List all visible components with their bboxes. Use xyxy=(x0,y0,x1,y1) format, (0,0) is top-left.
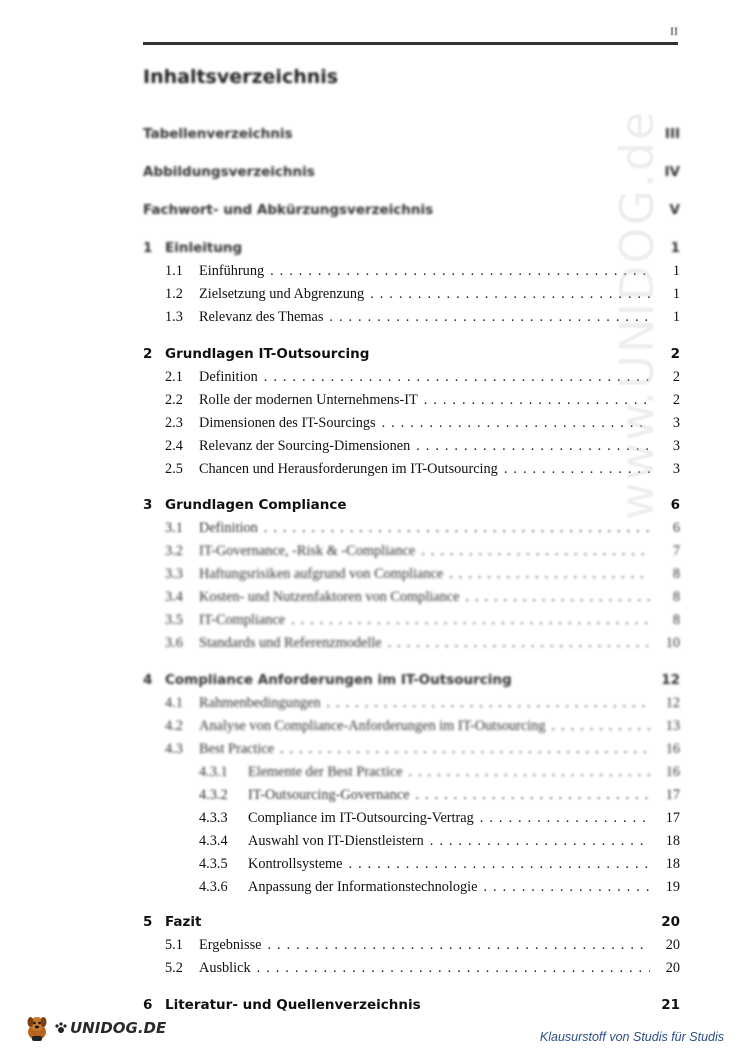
entry-number: 4.1 xyxy=(165,695,183,711)
entry-number: 1.3 xyxy=(165,309,183,325)
entry-number: 3.1 xyxy=(165,520,183,536)
entry-page: 20 xyxy=(665,937,680,953)
entry-title: IT-Outsourcing-Governance xyxy=(248,787,410,803)
entry-number: 4.3.1 xyxy=(199,764,228,780)
toc-section-4-2[interactable] xyxy=(143,716,680,736)
entry-number: 6 xyxy=(143,997,153,1013)
entry-number: 4.3.5 xyxy=(199,856,228,872)
entry-page: V xyxy=(669,202,680,218)
entry-page: 1 xyxy=(672,286,680,302)
dot-leader xyxy=(264,367,650,387)
toc-section-3-6[interactable] xyxy=(143,633,680,653)
entry-page: 1 xyxy=(670,240,680,256)
entry-title: IT-Governance, -Risk & -Compliance xyxy=(199,543,416,559)
toc-section-3-5[interactable] xyxy=(143,610,680,630)
entry-title: Rolle der modernen Unternehmens-IT xyxy=(199,392,418,408)
logo-text: UNIDOG.DE xyxy=(70,1019,167,1037)
toc-entry-front-2[interactable] xyxy=(143,162,680,182)
toc-heading: Inhaltsverzeichnis xyxy=(143,66,339,88)
toc-entry-front-3[interactable] xyxy=(143,200,680,220)
toc-section-4-3[interactable] xyxy=(143,739,680,759)
entry-number: 4 xyxy=(143,672,153,688)
entry-number: 1.2 xyxy=(165,286,183,302)
entry-title: Rahmenbedingungen xyxy=(199,695,321,711)
entry-number: 5.1 xyxy=(165,937,183,953)
entry-page: 18 xyxy=(665,856,680,872)
entry-title: Zielsetzung und Abgrenzung xyxy=(199,286,365,302)
header-rule xyxy=(143,42,678,45)
dot-leader xyxy=(349,854,650,874)
toc-subsection-4-3-5[interactable] xyxy=(143,854,680,874)
footer-tagline: Klausurstoff von Studis für Studis xyxy=(539,1030,724,1044)
toc-section-2-5[interactable] xyxy=(143,459,680,479)
entry-number: 4.3.3 xyxy=(199,810,228,826)
toc-subsection-4-3-6[interactable] xyxy=(143,877,680,897)
entry-page: 12 xyxy=(661,672,680,688)
dot-leader xyxy=(280,739,650,759)
entry-page: 1 xyxy=(672,263,680,279)
toc-chapter-1[interactable] xyxy=(143,238,680,258)
dot-leader xyxy=(270,261,650,281)
dot-leader xyxy=(257,958,650,978)
entry-title: Chancen und Herausforderungen im IT-Outsourcing xyxy=(199,461,498,477)
toc-section-2-2[interactable] xyxy=(143,390,680,410)
entry-title: Relevanz des Themas xyxy=(199,309,324,325)
dot-leader xyxy=(388,633,650,653)
entry-title: Grundlagen Compliance xyxy=(165,497,347,513)
toc-section-2-1[interactable] xyxy=(143,367,680,387)
dot-leader xyxy=(415,785,650,805)
toc-section-2-4[interactable] xyxy=(143,436,680,456)
entry-number: 4.3.6 xyxy=(199,879,228,895)
entry-number: 2.3 xyxy=(165,415,183,431)
entry-title: Analyse von Compliance-Anforderungen im IT-Outsourcing xyxy=(199,718,546,734)
entry-page: 17 xyxy=(665,787,680,803)
entry-title: Literatur- und Quellenverzeichnis xyxy=(165,997,421,1013)
entry-title: Compliance Anforderungen im IT-Outsourcing xyxy=(165,672,512,688)
entry-title: Fachwort- und Abkürzungsverzeichnis xyxy=(143,202,434,218)
entry-title: Ergebnisse xyxy=(199,937,262,953)
entry-page: 8 xyxy=(672,589,680,605)
entry-number: 4.3.2 xyxy=(199,787,228,803)
entry-page: 8 xyxy=(672,566,680,582)
toc-section-1-3[interactable] xyxy=(143,307,680,327)
toc-section-5-1[interactable] xyxy=(143,935,680,955)
dot-leader xyxy=(430,831,650,851)
toc-chapter-5[interactable] xyxy=(143,912,680,932)
entry-title: Ausblick xyxy=(199,960,251,976)
entry-page: 6 xyxy=(670,497,680,513)
entry-page: IV xyxy=(664,164,680,180)
entry-number: 3.4 xyxy=(165,589,183,605)
toc-section-1-1[interactable] xyxy=(143,261,680,281)
entry-title: Definition xyxy=(199,369,258,385)
entry-page: 20 xyxy=(661,914,680,930)
entry-title: Relevanz der Sourcing-Dimensionen xyxy=(199,438,411,454)
entry-number: 3.2 xyxy=(165,543,183,559)
dot-leader xyxy=(552,716,651,736)
entry-page: 17 xyxy=(665,810,680,826)
entry-number: 2.4 xyxy=(165,438,183,454)
entry-page: 16 xyxy=(665,741,680,757)
entry-title: Auswahl von IT-Dienstleistern xyxy=(248,833,424,849)
dot-leader xyxy=(267,935,650,955)
entry-title: Anpassung der Informationstechnologie xyxy=(248,879,478,895)
toc-section-4-1[interactable] xyxy=(143,693,680,713)
toc-subsection-4-3-3[interactable] xyxy=(143,808,680,828)
entry-title: Einführung xyxy=(199,263,265,279)
entry-number: 3.6 xyxy=(165,635,183,651)
toc-section-1-2[interactable] xyxy=(143,284,680,304)
entry-page: 13 xyxy=(665,718,680,734)
entry-number: 3.5 xyxy=(165,612,183,628)
entry-title: Fazit xyxy=(165,914,202,930)
entry-number: 2 xyxy=(143,346,153,362)
entry-number: 2.5 xyxy=(165,461,183,477)
dot-leader xyxy=(484,877,651,897)
entry-page: 18 xyxy=(665,833,680,849)
entry-title: IT-Compliance xyxy=(199,612,286,628)
entry-page: 2 xyxy=(672,369,680,385)
entry-page: 1 xyxy=(672,309,680,325)
dot-leader xyxy=(465,587,650,607)
entry-number: 4.3.4 xyxy=(199,833,228,849)
toc-entry-front-1[interactable] xyxy=(143,124,680,144)
entry-page: 12 xyxy=(665,695,680,711)
toc-chapter-3[interactable] xyxy=(143,495,680,515)
entry-number: 5 xyxy=(143,914,153,930)
toc-section-3-1[interactable] xyxy=(143,518,680,538)
toc-subsection-4-3-2[interactable] xyxy=(143,785,680,805)
entry-title: Standards und Referenzmodelle xyxy=(199,635,382,651)
toc-subsection-4-3-4[interactable] xyxy=(143,831,680,851)
page-number: II xyxy=(670,24,678,38)
entry-page: 16 xyxy=(665,764,680,780)
dot-leader xyxy=(421,541,650,561)
entry-title: Kosten- und Nutzenfaktoren von Compliance xyxy=(199,589,460,605)
toc-section-3-4[interactable] xyxy=(143,587,680,607)
dot-leader xyxy=(264,518,650,538)
entry-number: 1.1 xyxy=(165,263,183,279)
toc-section-3-3[interactable] xyxy=(143,564,680,584)
toc-chapter-6[interactable] xyxy=(143,995,680,1015)
entry-number: 4.2 xyxy=(165,718,183,734)
entry-title: Haftungsrisiken aufgrund von Compliance xyxy=(199,566,444,582)
dot-leader xyxy=(449,564,650,584)
entry-page: 3 xyxy=(672,461,680,477)
entry-number: 2.1 xyxy=(165,369,183,385)
entry-page: 3 xyxy=(672,438,680,454)
unidog-logo[interactable] xyxy=(22,1013,166,1043)
entry-page: 7 xyxy=(672,543,680,559)
entry-number: 2.2 xyxy=(165,392,183,408)
dot-leader xyxy=(370,284,650,304)
entry-number: 3.3 xyxy=(165,566,183,582)
toc-subsection-4-3-1[interactable] xyxy=(143,762,680,782)
entry-title: Tabellenverzeichnis xyxy=(143,126,293,142)
paw-icon xyxy=(54,1021,68,1035)
entry-page: 21 xyxy=(661,997,680,1013)
toc-section-5-2[interactable] xyxy=(143,958,680,978)
entry-page: 3 xyxy=(672,415,680,431)
entry-title: Elemente der Best Practice xyxy=(248,764,403,780)
entry-number: 3 xyxy=(143,497,153,513)
entry-title: Einleitung xyxy=(165,240,243,256)
entry-title: Dimensionen des IT-Sourcings xyxy=(199,415,376,431)
dot-leader xyxy=(291,610,650,630)
entry-number: 5.2 xyxy=(165,960,183,976)
entry-title: Definition xyxy=(199,520,258,536)
dot-leader xyxy=(327,693,651,713)
entry-number: 1 xyxy=(143,240,153,256)
toc-chapter-2[interactable] xyxy=(143,344,680,364)
toc-section-3-2[interactable] xyxy=(143,541,680,561)
dot-leader xyxy=(329,307,650,327)
toc-section-2-3[interactable] xyxy=(143,413,680,433)
entry-page: 6 xyxy=(672,520,680,536)
entry-title: Best Practice xyxy=(199,741,275,757)
dot-leader xyxy=(408,762,650,782)
entry-page: 2 xyxy=(672,392,680,408)
entry-title: Abbildungsverzeichnis xyxy=(143,164,315,180)
entry-page: III xyxy=(664,126,680,142)
entry-title: Grundlagen IT-Outsourcing xyxy=(165,346,370,362)
entry-page: 20 xyxy=(665,960,680,976)
dot-leader xyxy=(480,808,650,828)
entry-number: 4.3 xyxy=(165,741,183,757)
entry-page: 19 xyxy=(665,879,680,895)
entry-page: 2 xyxy=(670,346,680,362)
entry-title: Kontrollsysteme xyxy=(248,856,343,872)
watermark: www.UNIDOG.de xyxy=(610,109,664,520)
entry-title: Compliance im IT-Outsourcing-Vertrag xyxy=(248,810,474,826)
toc-chapter-4[interactable] xyxy=(143,670,680,690)
entry-page: 8 xyxy=(672,612,680,628)
dog-mascot-icon xyxy=(22,1013,52,1043)
entry-page: 10 xyxy=(665,635,680,651)
